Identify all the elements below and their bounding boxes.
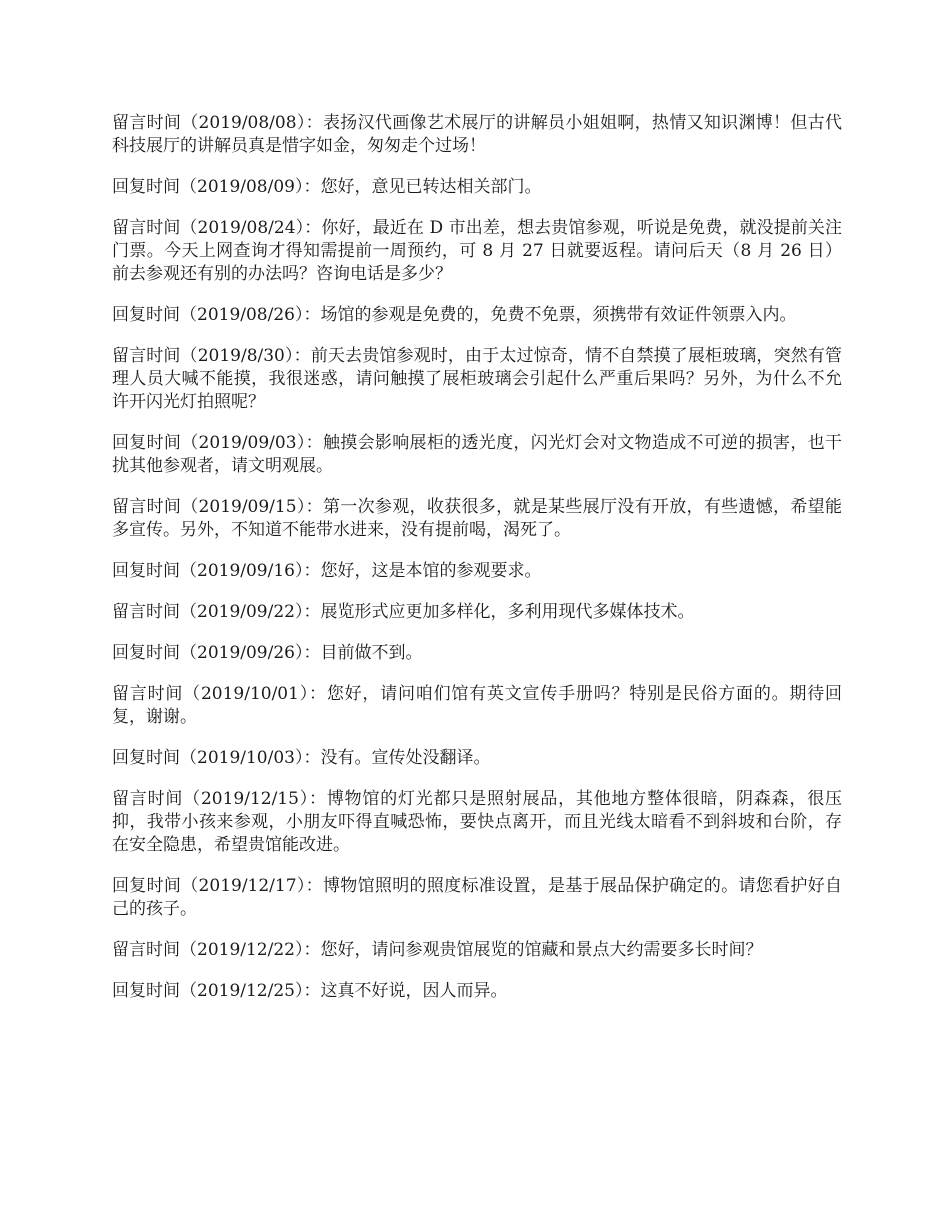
reply-entry: 回复时间（2019/09/16）：您好，这是本馆的参观要求。 [112, 561, 542, 581]
message-entry: 留言时间（2019/09/15）：第一次参观，收获很多，就是某些展厅没有开放，有些遗憾，希望能多宣传。另外，不知道不能带水进来，没有提前喝，渴死了。 [112, 497, 842, 540]
message-entry: 留言时间（2019/08/08）：表扬汉代画像艺术展厅的讲解员小姐姐啊，热情又知识渊博！但古代科技展厅的讲解员真是惜字如金，匆匆走个过场！ [112, 113, 842, 156]
reply-entry: 回复时间（2019/10/03）：没有。宣传处没翻译。 [112, 748, 491, 768]
document-page [112, 112, 842, 1021]
message-entry: 留言时间（2019/10/01）：您好，请问咱们馆有英文宣传手册吗？特别是民俗方面的。期待回复，谢谢。 [112, 684, 842, 727]
reply-entry: 回复时间（2019/09/03）：触摸会影响展柜的透光度，闪光灯会对文物造成不可逆的损害，也干扰其他参观者，请文明观展。 [112, 433, 842, 476]
reply-entry: 回复时间（2019/08/09）：您好，意见已转达相关部门。 [112, 177, 542, 197]
reply-entry: 回复时间（2019/12/17）：博物馆照明的照度标准设置，是基于展品保护确定的。请您看护好自己的孩子。 [112, 876, 842, 919]
message-entry: 留言时间（2019/12/22）：您好，请问参观贵馆展览的馆藏和景点大约需要多长时间？ [112, 940, 763, 960]
reply-entry: 回复时间（2019/12/25）：这真不好说，因人而异。 [112, 981, 508, 1001]
message-entry: 留言时间（2019/12/15）：博物馆的灯光都只是照射展品，其他地方整体很暗，阴森森，很压抑，我带小孩来参观，小朋友吓得直喊恐怖，要快点离开，而且光线太暗看不到斜坡和台阶，存在安全隐患，希望贵馆能改进。 [112, 789, 842, 855]
message-entry: 留言时间（2019/8/30）：前天去贵馆参观时，由于太过惊奇，情不自禁摸了展柜玻璃，突然有管理人员大喊不能摸，我很迷惑，请问触摸了展柜玻璃会引起什么严重后果吗？另外，为什么不允许开闪光灯拍照呢？ [112, 346, 842, 412]
message-entry: 留言时间（2019/09/22）：展览形式应更加多样化，多利用现代多媒体技术。 [112, 602, 695, 622]
reply-entry: 回复时间（2019/09/26）：目前做不到。 [112, 643, 423, 663]
reply-entry: 回复时间（2019/08/26）：场馆的参观是免费的，免费不免票，须携带有效证件领票入内。 [112, 305, 797, 325]
message-entry: 留言时间（2019/08/24）：你好，最近在 D 市出差，想去贵馆参观，听说是免费，就没提前关注门票。今天上网查询才得知需提前一周预约，可 8 月 27 日就要返程。请问后天（8 月 26 日）前去参观还有别的办法吗？咨询电话是多少？ [112, 218, 842, 284]
